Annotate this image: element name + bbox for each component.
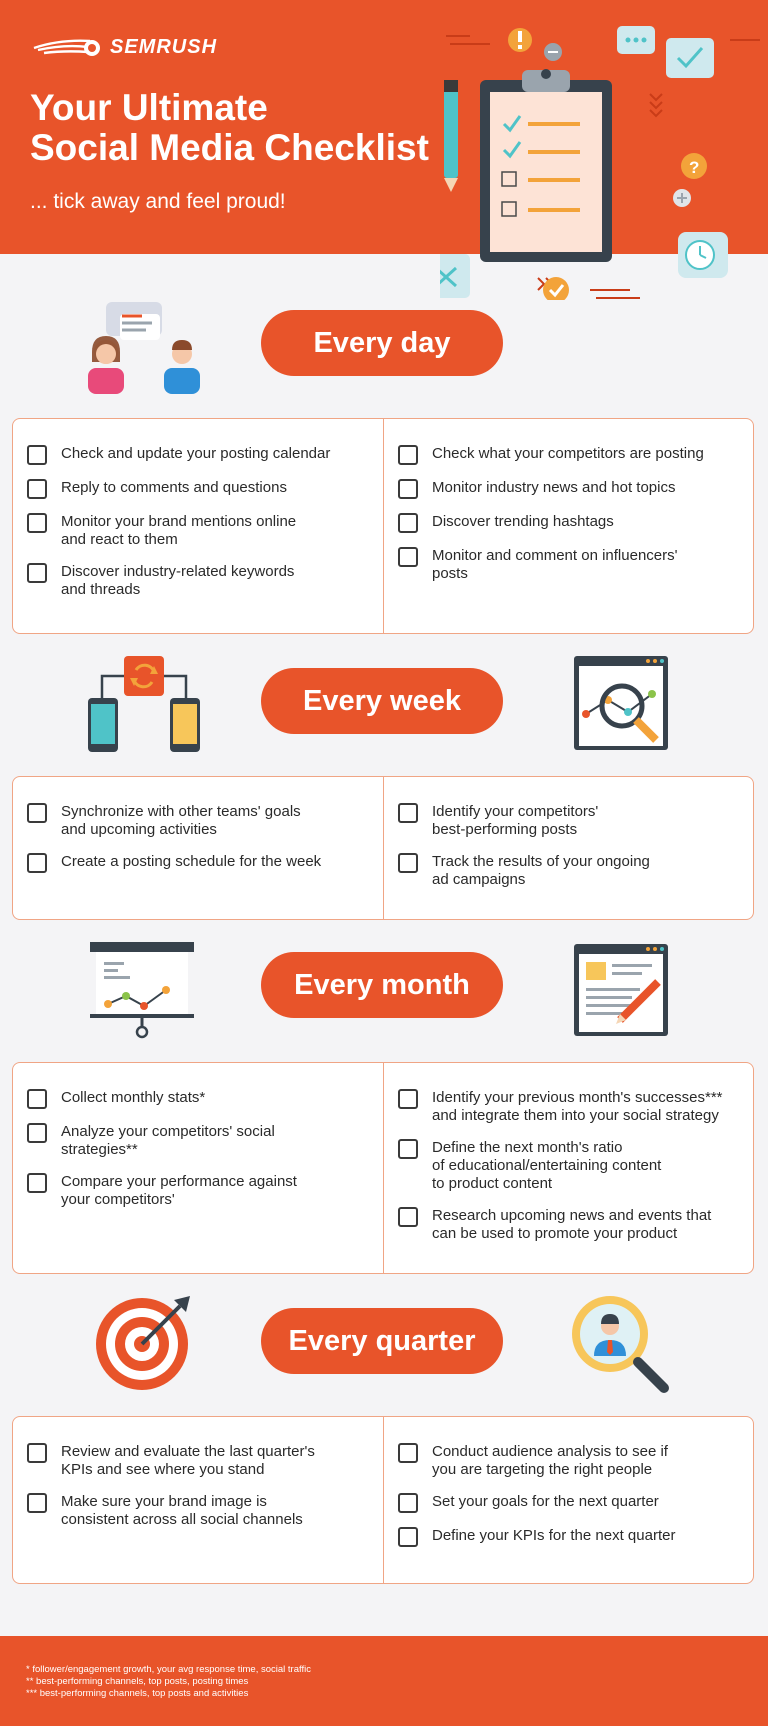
checkbox[interactable] xyxy=(27,479,47,499)
item-label: Track the results of your ongoing ad campaigns xyxy=(432,853,650,888)
item-label: Review and evaluate the last quarter's KPIs and see where you stand xyxy=(61,1443,315,1478)
checkbox[interactable] xyxy=(27,1123,47,1143)
checklist-item[interactable] xyxy=(27,479,369,499)
checklist-item[interactable] xyxy=(398,853,739,889)
checkbox[interactable] xyxy=(27,1173,47,1193)
section-every-day-header xyxy=(0,294,768,394)
footnote-1: * follower/engagement growth, your avg response time, social traffic xyxy=(26,1664,311,1675)
checklist-item[interactable] xyxy=(398,1443,739,1479)
item-label: Synchronize with other teams' goals and upcoming activities xyxy=(61,803,301,838)
item-label: Monitor your brand mentions online and react to them xyxy=(61,513,297,548)
checklist-item[interactable] xyxy=(27,445,369,465)
item-label: Check and update your posting calendar xyxy=(61,445,331,462)
column-right xyxy=(383,419,753,633)
checkbox[interactable] xyxy=(398,479,418,499)
item-label: Analyze your competitors' social strategies** xyxy=(61,1123,275,1158)
checkbox[interactable] xyxy=(27,853,47,873)
section-every-quarter-header xyxy=(0,1292,768,1392)
document-pencil-icon xyxy=(572,942,672,1040)
item-label: Conduct audience analysis to see if you are targeting the right people xyxy=(432,1443,668,1478)
semrush-logo[interactable] xyxy=(32,36,217,59)
checkbox[interactable] xyxy=(398,1139,418,1159)
checkbox[interactable] xyxy=(398,803,418,823)
analytics-magnifier-icon xyxy=(572,654,672,754)
page-title xyxy=(30,88,429,168)
pill-every-week: Every week xyxy=(261,668,503,734)
title-line-2: Social Media Checklist xyxy=(30,127,429,168)
column-left xyxy=(13,1063,383,1273)
checklist-item[interactable] xyxy=(27,1123,369,1159)
checklist-every-day xyxy=(12,418,754,634)
checkbox[interactable] xyxy=(398,1527,418,1547)
checklist-every-month xyxy=(12,1062,754,1274)
item-label: Monitor and comment on influencers' posts xyxy=(432,547,678,582)
checkbox[interactable] xyxy=(27,1089,47,1109)
checklist-item[interactable] xyxy=(27,1443,369,1479)
checklist-item[interactable] xyxy=(398,1527,739,1547)
column-left xyxy=(13,1417,383,1583)
section-every-week-header xyxy=(0,652,768,752)
checklist-item[interactable] xyxy=(398,1089,739,1125)
item-label: Define your KPIs for the next quarter xyxy=(432,1527,676,1544)
checkbox[interactable] xyxy=(398,445,418,465)
checkbox[interactable] xyxy=(398,513,418,533)
checkbox[interactable] xyxy=(398,1207,418,1227)
checklist-item[interactable] xyxy=(398,547,739,583)
checklist-item[interactable] xyxy=(398,1139,739,1193)
item-label: Set your goals for the next quarter xyxy=(432,1493,659,1510)
item-label: Identify your previous month's successes*** and integrate them into your social strategy xyxy=(432,1089,723,1124)
checklist-item[interactable] xyxy=(27,1493,369,1529)
checkbox[interactable] xyxy=(398,1089,418,1109)
checklist-item[interactable] xyxy=(27,1173,369,1209)
column-left xyxy=(13,419,383,633)
clipboard-illustration xyxy=(440,0,768,300)
item-label: Compare your performance against your competitors' xyxy=(61,1173,297,1208)
checklist-item[interactable] xyxy=(398,1207,739,1243)
item-label: Research upcoming news and events that can be used to promote your product xyxy=(432,1207,712,1242)
checkbox[interactable] xyxy=(27,563,47,583)
column-right xyxy=(383,1063,753,1273)
chat-people-icon xyxy=(84,300,204,396)
checkbox[interactable] xyxy=(398,547,418,567)
item-label: Discover trending hashtags xyxy=(432,513,614,530)
item-label: Reply to comments and questions xyxy=(61,479,287,496)
checklist-item[interactable] xyxy=(398,513,739,533)
section-every-month-header xyxy=(0,936,768,1036)
pill-every-month: Every month xyxy=(261,952,503,1018)
checklist-item[interactable] xyxy=(398,445,739,465)
svg-text:?: ? xyxy=(689,158,700,177)
item-label: Define the next month's ratio of educational/entertaining content to product content xyxy=(432,1139,662,1192)
checklist-item[interactable] xyxy=(27,513,369,549)
checkbox[interactable] xyxy=(27,1493,47,1513)
checklist-item[interactable] xyxy=(27,563,369,599)
checklist-item[interactable] xyxy=(398,479,739,499)
target-icon xyxy=(92,1292,196,1392)
checkbox[interactable] xyxy=(398,853,418,873)
item-label: Check what your competitors are posting xyxy=(432,445,704,462)
item-label: Collect monthly stats* xyxy=(61,1089,206,1106)
fireball-icon xyxy=(32,38,102,58)
checkbox[interactable] xyxy=(398,1493,418,1513)
item-label: Make sure your brand image is consistent across all social channels xyxy=(61,1493,303,1528)
footnote-3: *** best-performing channels, top posts and activities xyxy=(26,1688,249,1699)
checkbox[interactable] xyxy=(27,803,47,823)
column-left xyxy=(13,777,383,919)
column-right xyxy=(383,1417,753,1583)
item-label: Monitor industry news and hot topics xyxy=(432,479,676,496)
item-label: Discover industry-related keywords and threads xyxy=(61,563,295,598)
checklist-item[interactable] xyxy=(27,853,369,873)
pill-every-day: Every day xyxy=(261,310,503,376)
sync-devices-icon xyxy=(86,654,202,754)
checklist-item[interactable] xyxy=(398,1493,739,1513)
item-label: Identify your competitors' best-performing posts xyxy=(432,803,599,838)
checkbox[interactable] xyxy=(27,445,47,465)
pill-every-quarter: Every quarter xyxy=(261,1308,503,1374)
page-subtitle: ... tick away and feel proud! xyxy=(30,190,286,213)
footnote-2: ** best-performing channels, top posts, posting times xyxy=(26,1676,249,1687)
presentation-board-icon xyxy=(88,940,198,1040)
user-search-icon xyxy=(568,1292,672,1396)
column-right xyxy=(383,777,753,919)
checkbox[interactable] xyxy=(27,513,47,533)
checklist-item[interactable] xyxy=(27,1089,369,1109)
footnotes-footer xyxy=(0,1636,768,1726)
title-line-1: Your Ultimate xyxy=(30,87,268,128)
checklist-item[interactable] xyxy=(398,803,739,839)
checklist-item[interactable] xyxy=(27,803,369,839)
checkbox[interactable] xyxy=(27,1443,47,1463)
logo-text: SEMRUSH xyxy=(110,36,218,58)
checklist-every-week xyxy=(12,776,754,920)
item-label: Create a posting schedule for the week xyxy=(61,853,322,870)
checkbox[interactable] xyxy=(398,1443,418,1463)
checklist-every-quarter xyxy=(12,1416,754,1584)
